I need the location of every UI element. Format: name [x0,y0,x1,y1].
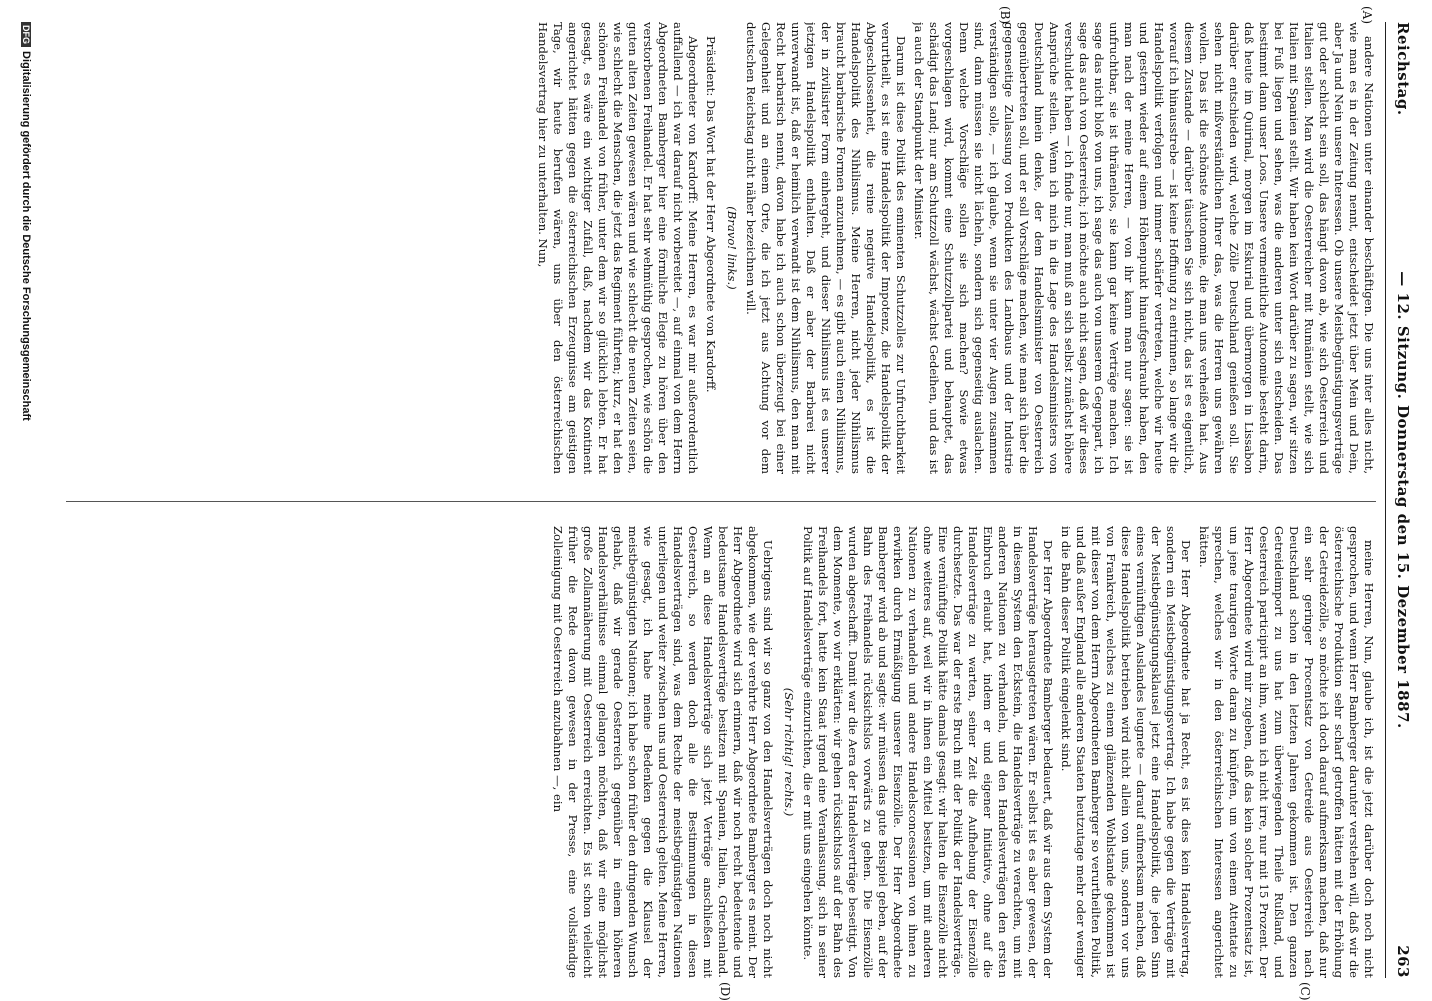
paragraph: andere Nationen unter einander beschäftigen. Die uns inter alles nicht, wie man es in der Zeitung nennt, entscheidet jetzt über Mein und Dein, aber Ja und Nein unsere Interessen. Ob unsere Meistbegünstigungsverträge gut oder schlecht sein soll, das hängt davon ab, wie sich Oesterreich und Italien stellen. Man wird die Oesterreicher mit Rumänien stellt, wie sich Italien mit Spanien stellt. Wir haben kein Wort darüber zu sagen, wir sitzen bei Fuß liegen und sehen, was die anderen unter sich entscheiden. Das bestimmt dann unser Loos. Unsere vermeintliche Autonomie besteht darin, daß heute im Quirinal, morgen im Eskurial und übermorgen in Lissabon darüber entschieden wird, welche Zölle Deutschland genießen soll. Sie sehen nicht mißverständlichen Ihrer das, was die Herren uns gewähren wollen. Das ist die schönste Autonomie, die man uns verheißen hat. Aus diesem Zustande — darüber täuschen Sie sich nicht, das ist es eigentlich, worauf ich hinausstrebe — ist keine Hoffnung zu entrinnen, so lange wir die Handelspolitik verfolgen und immer schärfer vertreten, welche wir heute und gestern wieder auf einem Höhenpunkt hinaufgeschraubt haben, den man nach der meine Herren, — von ihr kann man nur sagen: sie ist unfruchtbar, sie ist thränenlos, sie kann gar keine Verträge machen. Ich sage das nicht bloß von uns, ich sage das auch von unserem Gegenpart, ich sage das auch von Oesterreich; ich möchte auch nicht sagen, daß wir dieses verschuldet haben — ich finde nur, man muß an sich selbst zunächst höhere Ansprüche stellen. Wenn ich mich in die Lage des Handelsministers von Deutschland hinein denke, der dem Handelsminister von Oesterreich gegenübertreten soll, und er soll Vorschläge machen, wie man sich über die gegenseitige Zulassung von Produkten des Landbaus und der Industrie verständigen solle, — ich glaube, wenn sie unter vier Augen zusammen sind, dann müssen sie nicht lächeln, sondern sich gegenseitig auslachen. Denn welche Vorschläge sollen sie sich machen? Sowie etwas vorgeschlagen wird, kommt eine Schutzzollpartei und behauptet, das schädigt das Land; nur am Schutzzoll wächst, wächst Gedeihen, und das ist ja auch der Standpunkt der Minister. [912,22,1376,474]
margin-mark-d: (D) [718,982,732,1001]
paragraph: Der Herr Abgeordnete Bamberger bedauert, daß wir aus dem System der Handelsverträge herausgetreten wären. Er selbst ist es aber gewesen, der in diesem System den Eckstein, die Handelsverträge zu verachten, um mit anderen Nationen zu verhandeln, und den Handelsverträgen den ersten Einbruch erlaubt hat, indem er und eigener Initiative, ohne auf die Handelsverträge zu warten, seiner Zeit die Aufhebung der Eisenzölle durchsetzte. Das war der erste Bruch mit der Politik der Handelsverträge. Eine vernünftige Politik hätte damals gesagt: wir halten die Eisenzölle nicht ohne weiteres auf, weil wir in ihnen ein Mittel besitzen, um mit anderen Nationen zu verhandeln und andere Handelsconcessionen von ihnen zu erwirken durch Ermäßigung unserer Eisenzölle. Der Herr Abgeordnete Bamberger wird ab und sagte: wir müssen das gute Beispiel geben, auf der Bahn des Freihandels rücksichtslos vorwärts zu gehen. Die Eisenzölle wurden abgeschafft. Damit war die Aera der Handelsverträge beseitigt. Von dem Momente, wo wir erklärten: wir gehen rücksichtslos auf der Bahn des Freihandels fort, hatte kein Staat irgend eine Veranlassung, sich in seiner Politik auf Handelsverträge einzurichten, die er mit uns eingehen könnte. [801,526,1055,978]
paragraph: meine Herren, Nun, glaube ich, ist die jetzt darüber doch noch nicht gesprochen, und wenn Herr Bamberger darunter verstehen will, daß wir die österreichische Produktion sehr scharf getroffen hätten mit der Erhöhung der Getreidezölle, so möchte ich doch darauf aufmerksam machen, daß nur ein sehr geringer Procentsatz von Getreide aus Oesterreich nach Deutschland schon in den letzten Jahren gekommen ist. Den ganzen Getreideimport zu uns hat zum überwiegenden Theile Rußland, und Oesterreich participirt an ihm, wenn ich nicht irre, nur mit 15 Prozent. Der Herr Abgeordnete wird mir zugeben, daß das kein solcher Prozentsatz ist, um jene traurigen Worte daran zu knüpfen, um von einem Attentate zu sprechen, welches wir in den österreichischen Interessen angerichtet hätten. [1197,526,1376,978]
column-divider [66,501,1376,502]
margin-mark-a: (A) [1360,6,1374,25]
paragraph: Darum ist diese Politik des eminenten Schutzzolles zur Unfruchtbarkeit verurtheilt, es ist eine Handelspolitik der Impotenz, die Handelspolitik der Abgeschlossenheit, die reine negative Handelspolitik, es ist die Handelspolitik des Nihilismus. Meine Herren, nicht jeder Nihilismus braucht barbarische Formen anzunehmen, — es gibt auch einen Nihilismus, der in zivilisirter Form einhergeht, und dieser Nihilismus ist es unserer jetzigen Handelspolitik enthalten. Daß er aber der Barbarei nicht unverwandt ist, daß er heimlich verwandt ist dem Nihilismus, den man mit Recht barbarisch nennt, davon habe ich auch schon überzeugt bei einer Gelegenheit und an einem Orte, die ich jetzt aus Achtung vor dem deutschen Reichstag nicht näher bezeichnen will. [744,22,908,474]
paragraph: Abgeordneter von Kardorff: Meine Herren, es war mir außerordentlich auffallend — ich war darauf nicht vorbereitet —, auf einmal von dem Herrn Abgeordneten Bamberger hier eine förmliche Elegie zu hören über den verstorbenen Freihandel. Er hat sehr wehmüthig gesprochen, wie schön die guten alten Zeiten gewesen wären und wie schlecht die neuen Zeiten seien, wie schlecht die Menschen, die jetzt das Regiment führten; kurz, er hat den schönen Freihandel von früher, unter dem wir so glücklich lebten. Er hat gesagt, es wäre ein wichtiger Zufall, daß, nachdem wir das Kontinent angerichtet hätten gegen die österreichischen Erzeugnisse am geistigen Tage, wir heute berufen wären, uns über den österreichischen Handelsvertrag hier zu unterhalten. Nun, [536,22,700,474]
header-session: — 12. Sitzung. Donnerstag den 15. Dezember 1887. [1394,271,1412,729]
margin-mark-b: (B) [998,6,1012,25]
margin-mark-c: (C) [1298,982,1312,1001]
page-number: 263 [1394,945,1412,978]
reaction-note: (Bravo! links.) [725,206,739,290]
page-header [1388,22,1412,978]
credit-text: Digitalisierung gefördert durch die Deutsche Forschungsgemeinschaft [20,51,32,421]
digitization-credit [20,22,32,421]
dfg-logo-icon: DFG [21,22,31,47]
header-rule [1385,22,1386,978]
header-title: Reichstag. [1394,22,1412,116]
paragraph: Uebrigens sind wir so ganz von den Handelsverträgen doch noch nicht abgekommen, wie der verehrte Herr Abgeordnete Bamberger es meint. Der Herr Abgeordnete wird sich erinnern, daß wir noch recht bedeutende und bedeutsame Handelsverträge besitzen mit Spanien, Italien, Griechenland. Wenn an diese Handelsverträge sich jetzt Verträge anschließen mit Oesterreich, so werden doch alle die Bestimmungen in diesen Handelsverträgen sind, was dem Rechte der meistbegünstigten Nationen unterliegen und weiter zwischen uns und Oesterreich gelten. Meine Herren, wie gesagt, ich habe meine Bedenken gegen die Klausel der meistbegünstigten Nationen; ich habe schon früher den dringenden Wunsch gehabt, daß wir gerade Oesterreich gegenüber in einem höheren Handelsverhältnisse einmal gelangen möchten, daß wir eine möglichst große Zollannäherung mit Oesterreich erreichten. Es ist schon vielleicht früher die Rede davon gewesen in der Presse, eine vollständige Zolleinigung mit Oesterreich anzubahnen —, ein [551,526,775,978]
president-statement: Präsident: Das Wort hat der Herr Abgeordnete von Kardorff. [704,36,718,393]
paragraph: Der Herr Abgeordnete hat ja Recht, es ist dies kein Handelsvertrag, sondern ein Meistbegünstigungsvertrag. Ich habe gegen die Verträge mit der Meistbegünstigungsklausel jetzt eine Handelspolitik, die jeden Sinn eines vernünftigen Auslandes leugnete — darauf aufmerksam machen, daß diese Handelspolitik betrieben wird nicht allein von uns, sondern vor uns von Frankreich, welches zu einem glänzenden Wohlstande gekommen ist mit dieser von dem Herrn Abgeordneten Bamberger so verurtheilten Politik, und daß außer England alle anderen Staaten heutzutage mehr oder weniger in die Bahn dieser Politik eingelenkt sind. [1059,526,1193,978]
reaction-note: (Sehr richtig! rechts.) [782,687,796,817]
text-column-right [66,526,1376,978]
text-column-left [66,22,1376,474]
